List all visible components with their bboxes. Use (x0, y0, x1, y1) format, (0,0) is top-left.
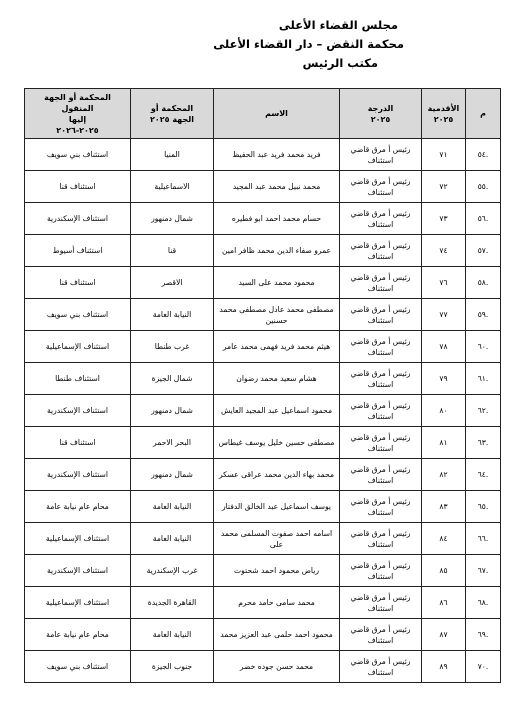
transfer-cell: استئناف قنا (25, 171, 131, 203)
transfer-cell: استئناف الإسكندرية (25, 203, 131, 235)
court-cell: غرب طنطا (131, 331, 214, 363)
rank-cell: رئيس أ مرق قاضي استئناف (340, 235, 422, 267)
transfer-cell: استئناف الإسماعيلية (25, 523, 131, 555)
transfer-cell: استئناف الإسكندرية (25, 395, 131, 427)
seniority-cell: ٨٧ (422, 619, 466, 651)
rank-cell: رئيس أ مرق قاضي استئناف (340, 587, 422, 619)
table-row (25, 171, 501, 203)
row-number: .٥٤ (466, 139, 501, 171)
seniority-cell: ٧١ (422, 139, 466, 171)
document-header (104, 16, 404, 73)
name-cell: عمرو صفاء الدين محمد ظافر امين (214, 235, 340, 267)
court-cell: النيابة العامة (131, 523, 214, 555)
table-row (25, 427, 501, 459)
col-header-court: المحكمة أو الجهة ٢٠٢٥ (131, 89, 214, 139)
table-row (25, 555, 501, 587)
table-row (25, 523, 501, 555)
name-cell: حسام محمد احمد ابو فطيره (214, 203, 340, 235)
rank-cell: رئيس أ مرق قاضي استئناف (340, 523, 422, 555)
court-cell: غرب الإسكندرية (131, 555, 214, 587)
seniority-cell: ٧٦ (422, 267, 466, 299)
seniority-cell: ٧٢ (422, 171, 466, 203)
seniority-cell: ٧٨ (422, 331, 466, 363)
name-cell: يوسف اسماعيل عبد الخالق الدفتار (214, 491, 340, 523)
row-number: .٦٧ (466, 555, 501, 587)
transfer-cell: استئناف الإسماعيلية (25, 587, 131, 619)
transfer-cell: استئناف أسيوط (25, 235, 131, 267)
court-cell: المنيا (131, 139, 214, 171)
transfer-cell: استئناف الإسكندرية (25, 555, 131, 587)
rank-cell: رئيس أ مرق قاضي استئناف (340, 491, 422, 523)
row-number: .٦٦ (466, 523, 501, 555)
name-cell: محمد سامى حامد محرم (214, 587, 340, 619)
court-title: محكمة النقض – دار القضاء الأعلى (213, 37, 404, 51)
table-row (25, 139, 501, 171)
court-cell: جنوب الجيزة (131, 651, 214, 683)
row-number: .٥٧ (466, 235, 501, 267)
table-row (25, 395, 501, 427)
court-cell: النيابة العامة (131, 619, 214, 651)
col-header-num: م (466, 89, 501, 139)
table-row (25, 363, 501, 395)
rank-cell: رئيس أ مرق قاضي استئناف (340, 299, 422, 331)
table-row (25, 235, 501, 267)
row-number: .٦٤ (466, 459, 501, 491)
row-number: .٥٥ (466, 171, 501, 203)
name-cell: محمود احمد حلمى عبد العزيز محمد (214, 619, 340, 651)
name-cell: محمد نبيل محمد عبد المجيد (214, 171, 340, 203)
transfers-table (24, 88, 501, 683)
col-header-rank: الدرجة ٢٠٢٥ (340, 89, 422, 139)
table-row (25, 619, 501, 651)
name-cell: مصطفى محمد عادل مصطفى محمد حسنين (214, 299, 340, 331)
rank-cell: رئيس أ مرق قاضي استئناف (340, 555, 422, 587)
name-cell: محمد بهاء الدين محمد عراقى عسكر (214, 459, 340, 491)
court-cell: شمال دمنهور (131, 459, 214, 491)
name-cell: محمد حسن جوده خضر (214, 651, 340, 683)
table-header-row (25, 89, 501, 139)
row-number: .٦٥ (466, 491, 501, 523)
seniority-cell: ٧٩ (422, 363, 466, 395)
table-row (25, 331, 501, 363)
table-row (25, 459, 501, 491)
court-cell: القاهرة الجديدة (131, 587, 214, 619)
rank-cell: رئيس أ مرق قاضي استئناف (340, 619, 422, 651)
transfer-cell: استئناف بني سويف (25, 651, 131, 683)
rank-cell: رئيس أ مرق قاضي استئناف (340, 139, 422, 171)
court-cell: شمال دمنهور (131, 203, 214, 235)
rank-cell: رئيس أ مرق قاضي استئناف (340, 363, 422, 395)
row-number: .٦٠ (466, 331, 501, 363)
court-cell: النيابة العامة (131, 299, 214, 331)
court-cell: قنا (131, 235, 214, 267)
transfer-cell: استئناف بني سويف (25, 139, 131, 171)
office-title: مكتب الرئيس (302, 56, 378, 70)
court-cell: شمال الجيزة (131, 363, 214, 395)
rank-cell: رئيس أ مرق قاضي استئناف (340, 203, 422, 235)
seniority-cell: ٨٦ (422, 587, 466, 619)
council-title: مجلس القضاء الأعلى (278, 18, 398, 32)
transfer-cell: استئناف طنطا (25, 363, 131, 395)
seniority-cell: ٨٣ (422, 491, 466, 523)
rank-cell: رئيس أ مرق قاضي استئناف (340, 651, 422, 683)
rank-cell: رئيس أ مرق قاضي استئناف (340, 427, 422, 459)
col-header-seniority: الأقدمية ٢٠٢٥ (422, 89, 466, 139)
name-cell: رياض محمود احمد شحتوت (214, 555, 340, 587)
name-cell: هيثم محمد فريد فهمى محمد عامر (214, 331, 340, 363)
row-number: .٦٨ (466, 587, 501, 619)
name-cell: فريد محمد فريد عبد الحفيظ (214, 139, 340, 171)
table-row (25, 587, 501, 619)
court-cell: النيابة العامة (131, 491, 214, 523)
row-number: .٦١ (466, 363, 501, 395)
table-row (25, 267, 501, 299)
court-cell: الاقصر (131, 267, 214, 299)
transfer-cell: استئناف قنا (25, 267, 131, 299)
transfer-cell: استئناف الإسماعيلية (25, 331, 131, 363)
table-row (25, 651, 501, 683)
row-number: .٧٠ (466, 651, 501, 683)
seniority-cell: ٨٥ (422, 555, 466, 587)
rank-cell: رئيس أ مرق قاضي استئناف (340, 331, 422, 363)
row-number: .٦٢ (466, 395, 501, 427)
name-cell: اسامه احمد صفوت المسلمى محمد على (214, 523, 340, 555)
transfer-cell: استئناف بني سويف (25, 299, 131, 331)
rank-cell: رئيس أ مرق قاضي استئناف (340, 267, 422, 299)
name-cell: مصطفى حسين خليل يوسف غيطاس (214, 427, 340, 459)
table-row (25, 203, 501, 235)
rank-cell: رئيس أ مرق قاضي استئناف (340, 171, 422, 203)
transfer-cell: استئناف الإسكندرية (25, 459, 131, 491)
seniority-cell: ٨١ (422, 427, 466, 459)
name-cell: هشام سعيد محمد رضوان (214, 363, 340, 395)
row-number: .٦٩ (466, 619, 501, 651)
row-number: .٥٩ (466, 299, 501, 331)
transfer-cell: محام عام نيابة عامة (25, 491, 131, 523)
table-row (25, 299, 501, 331)
row-number: .٥٦ (466, 203, 501, 235)
seniority-cell: ٧٣ (422, 203, 466, 235)
row-number: .٦٣ (466, 427, 501, 459)
court-cell: الاسماعيلية (131, 171, 214, 203)
col-header-transfer: المحكمة أو الجهة المنقول إليها ٢٠٢٥-٢٠٢٦ (25, 89, 131, 139)
row-number: .٥٨ (466, 267, 501, 299)
seniority-cell: ٨٩ (422, 651, 466, 683)
seniority-cell: ٨٢ (422, 459, 466, 491)
rank-cell: رئيس أ مرق قاضي استئناف (340, 459, 422, 491)
seniority-cell: ٨٤ (422, 523, 466, 555)
seniority-cell: ٧٤ (422, 235, 466, 267)
transfer-cell: محام عام نيابة عامة (25, 619, 131, 651)
name-cell: محمود اسماعيل عبد المجيد العايش (214, 395, 340, 427)
transfer-cell: استئناف قنا (25, 427, 131, 459)
col-header-name: الاسم (214, 89, 340, 139)
seniority-cell: ٨٠ (422, 395, 466, 427)
table-row (25, 491, 501, 523)
seniority-cell: ٧٧ (422, 299, 466, 331)
court-cell: شمال دمنهور (131, 395, 214, 427)
court-cell: البحر الاحمر (131, 427, 214, 459)
name-cell: محمود محمد على السيد (214, 267, 340, 299)
rank-cell: رئيس أ مرق قاضي استئناف (340, 395, 422, 427)
